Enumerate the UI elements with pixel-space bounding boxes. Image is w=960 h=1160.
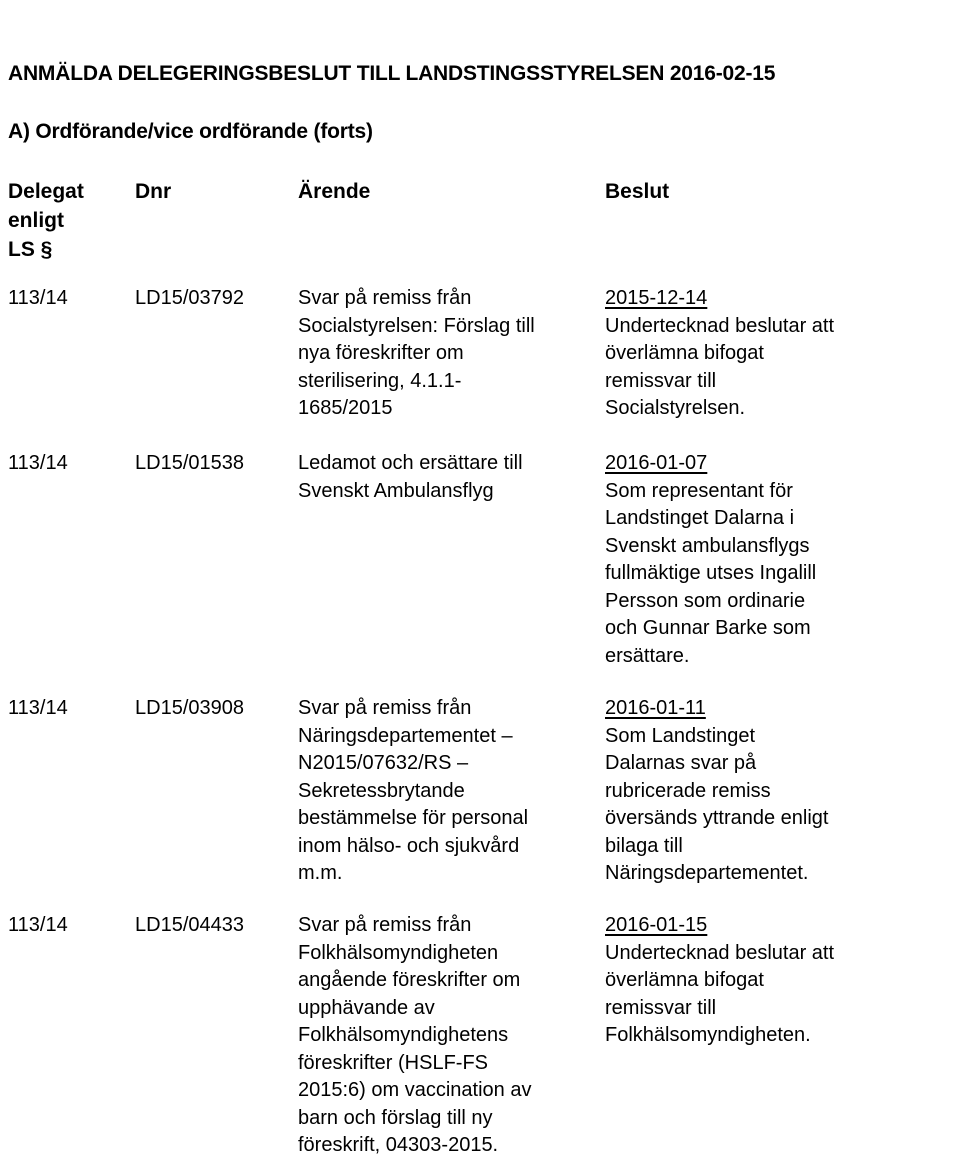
beslut-line: Undertecknad beslutar att — [605, 314, 835, 337]
beslut-line: fullmäktige utses Ingalill — [605, 562, 817, 584]
beslut-cell — [605, 912, 955, 1050]
beslut-line: översänds yttrande enligt — [605, 807, 829, 829]
beslut-cell — [605, 695, 955, 888]
arende-line: 1685/2015 — [298, 397, 393, 419]
arende-line: Folkhälsomyndigheten — [298, 941, 499, 964]
dnr-cell: LD15/03792 — [135, 287, 244, 309]
beslut-line: Som Landstinget — [605, 724, 756, 747]
beslut-line: remissvar till — [605, 996, 717, 1019]
beslut-line: Svenskt ambulansflygs — [605, 534, 810, 557]
dnr-cell: LD15/01538 — [135, 452, 244, 474]
beslut-line: överlämna bifogat — [605, 969, 764, 991]
beslut-cell — [605, 450, 955, 670]
arende-line: Folkhälsomyndighetens — [298, 1024, 509, 1046]
document-title: ANMÄLDA DELEGERINGSBESLUT TILL LANDSTINGSSTYRELSEN 2016-02-15 — [8, 62, 776, 85]
header-beslut: Beslut — [605, 180, 670, 203]
arende-line: Svar på remiss från — [298, 914, 472, 936]
beslut-line: Undertecknad beslutar att — [605, 941, 835, 964]
arende-line: Socialstyrelsen: Förslag till — [298, 314, 535, 337]
beslut-line: ersättare. — [605, 644, 690, 667]
beslut-line: bilaga till — [605, 834, 683, 857]
arende-line: föreskrift, 04303-2015. — [298, 1134, 499, 1156]
delegat-cell: 113/14 — [8, 287, 68, 309]
beslut-line: Näringsdepartementet. — [605, 862, 809, 884]
delegat-cell: 113/14 — [8, 914, 68, 936]
header-delegat-line: Delegat — [8, 180, 84, 203]
arende-line: inom hälso- och sjukvård — [298, 834, 520, 857]
beslut-cell — [605, 285, 955, 423]
arende-line: Näringsdepartementet – — [298, 724, 513, 747]
arende-line: N2015/07632/RS – — [298, 752, 469, 774]
beslut-line: Dalarnas svar på — [605, 752, 757, 774]
beslut-line: Persson som ordinarie — [605, 589, 806, 612]
delegat-cell: 113/14 — [8, 452, 68, 474]
beslut-line: och Gunnar Barke som — [605, 617, 811, 639]
arende-cell — [298, 285, 598, 423]
dnr-cell: LD15/03908 — [135, 697, 244, 719]
arende-cell — [298, 695, 598, 888]
beslut-line: Folkhälsomyndigheten. — [605, 1024, 811, 1046]
arende-line: Svar på remiss från — [298, 697, 472, 719]
header-delegat — [8, 177, 128, 264]
header-dnr: Dnr — [135, 180, 172, 203]
header-delegat-line: enligt — [8, 209, 64, 232]
beslut-line: rubricerade remiss — [605, 779, 771, 802]
section-heading: A) Ordförande/vice ordförande (forts) — [8, 120, 373, 143]
arende-line: Svar på remiss från — [298, 287, 472, 309]
beslut-line: remissvar till — [605, 369, 717, 392]
beslut-line: Som representant för — [605, 479, 793, 502]
arende-line: nya föreskrifter om — [298, 342, 464, 364]
arende-cell — [298, 450, 598, 505]
beslut-date: 2016-01-11 — [605, 697, 706, 719]
arende-line: föreskrifter (HSLF-FS — [298, 1051, 489, 1074]
header-arende: Ärende — [298, 180, 371, 203]
arende-line: angående föreskrifter om — [298, 969, 521, 991]
arende-line: Ledamot och ersättare till — [298, 452, 523, 474]
arende-line: Svenskt Ambulansflyg — [298, 479, 494, 502]
arende-line: m.m. — [298, 862, 343, 884]
beslut-date: 2016-01-07 — [605, 452, 708, 474]
beslut-date: 2015-12-14 — [605, 287, 708, 309]
arende-line: sterilisering, 4.1.1- — [298, 369, 462, 392]
arende-line: Sekretessbrytande — [298, 779, 465, 802]
arende-line: upphävande av — [298, 996, 435, 1019]
arende-line: barn och förslag till ny — [298, 1106, 493, 1129]
beslut-date: 2016-01-15 — [605, 914, 708, 936]
beslut-line: Socialstyrelsen. — [605, 397, 746, 419]
dnr-cell: LD15/04433 — [135, 914, 244, 936]
arende-line: bestämmelse för personal — [298, 807, 529, 829]
beslut-line: Landstinget Dalarna i — [605, 507, 795, 529]
arende-line: 2015:6) om vaccination av — [298, 1079, 532, 1101]
header-delegat-line: LS § — [8, 238, 53, 261]
delegat-cell: 113/14 — [8, 697, 68, 719]
beslut-line: överlämna bifogat — [605, 342, 764, 364]
arende-cell — [298, 912, 598, 1160]
